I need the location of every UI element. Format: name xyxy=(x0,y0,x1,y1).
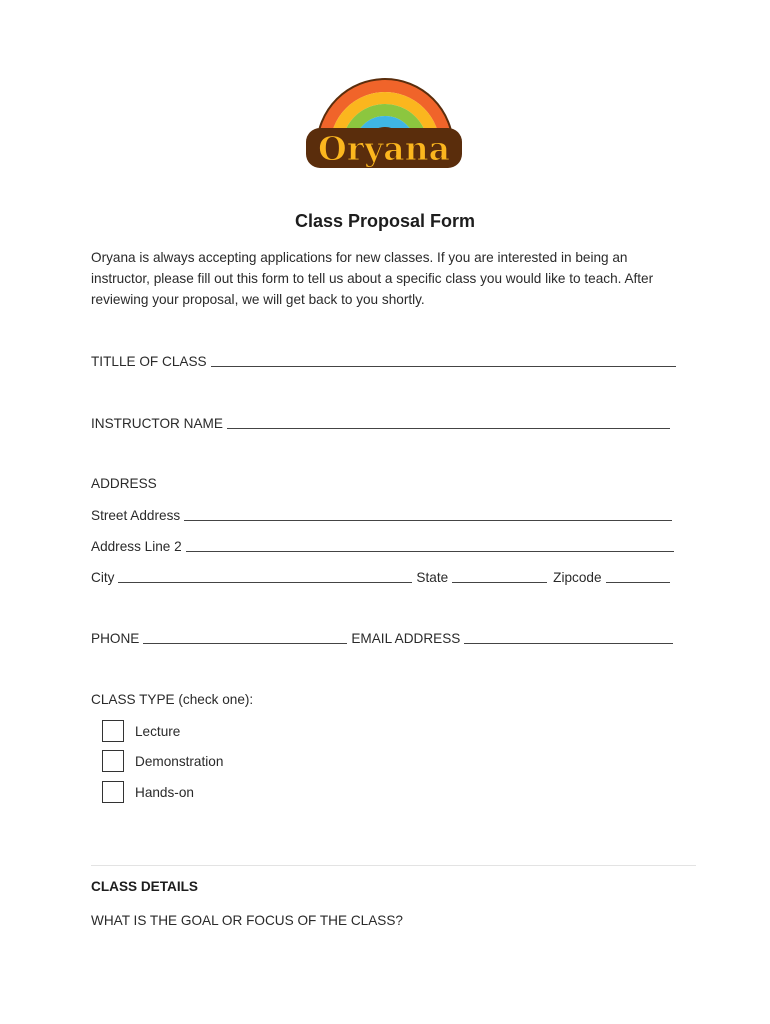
section-divider xyxy=(91,865,696,866)
phone-field[interactable] xyxy=(143,630,347,644)
form-title: Class Proposal Form xyxy=(294,211,476,231)
phone-email-row xyxy=(91,627,673,647)
address-line-2-label: Address Line 2 xyxy=(91,539,182,554)
address-line-2-field[interactable] xyxy=(186,538,674,552)
state-field[interactable] xyxy=(452,569,547,583)
instructor-name-label: INSTRUCTOR NAME xyxy=(91,416,223,431)
class-type-heading: CLASS TYPE (check one): xyxy=(91,692,254,707)
lecture-checkbox[interactable] xyxy=(102,720,124,742)
phone-label: PHONE xyxy=(91,631,140,646)
lecture-label: Lecture xyxy=(135,723,181,739)
email-field[interactable] xyxy=(464,630,673,644)
goal-question: WHAT IS THE GOAL OR FOCUS OF THE CLASS? xyxy=(91,913,403,928)
address-heading: ADDRESS xyxy=(91,476,157,491)
rainbow-logo-icon xyxy=(300,62,470,187)
street-address-field[interactable] xyxy=(184,507,672,521)
form-intro: Oryana is always accepting applications for new classes. If you are interested in being an instructor, please fill out this form to tell us about a specific class you would like to teach. After reviewing your proposal, we will get back to you shortly. xyxy=(91,250,654,307)
class-details-heading: CLASS DETAILS xyxy=(91,879,198,894)
class-type-option-demonstration[interactable] xyxy=(102,749,223,773)
zipcode-field[interactable] xyxy=(606,569,670,583)
instructor-name-field[interactable] xyxy=(227,415,670,429)
zipcode-label: Zipcode xyxy=(553,570,602,585)
hands-on-checkbox[interactable] xyxy=(102,781,124,803)
class-title-row xyxy=(91,350,676,370)
hands-on-label: Hands-on xyxy=(135,784,194,800)
city-state-zip-row xyxy=(91,566,670,586)
class-type-option-hands-on[interactable] xyxy=(102,780,194,804)
instructor-name-row xyxy=(91,412,670,432)
class-type-option-lecture[interactable] xyxy=(102,719,180,743)
city-field[interactable] xyxy=(118,569,412,583)
address-line-2-row xyxy=(91,535,674,555)
class-title-label: TITLLE OF CLASS xyxy=(91,354,207,369)
oryana-logo xyxy=(300,62,470,187)
demonstration-checkbox[interactable] xyxy=(102,750,124,772)
state-label: State xyxy=(416,570,449,585)
street-address-row xyxy=(91,504,672,524)
city-label: City xyxy=(91,570,115,585)
svg-text:Oryana: Oryana xyxy=(317,129,451,168)
demonstration-label: Demonstration xyxy=(135,753,224,769)
street-address-label: Street Address xyxy=(91,508,181,523)
email-label: EMAIL ADDRESS xyxy=(351,631,461,646)
class-title-field[interactable] xyxy=(211,353,676,367)
